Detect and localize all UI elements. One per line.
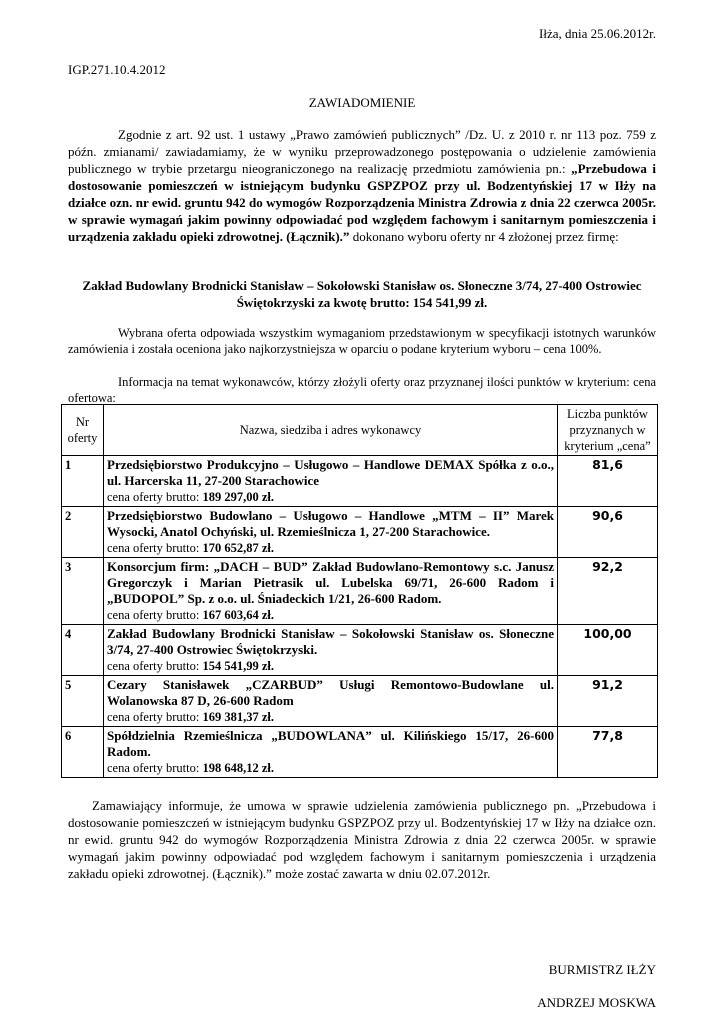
contractor-name: Spółdzielnia Rzemieślnicza „BUDOWLANA” ul. Kilińskiego 15/17, 26-600 Radom. xyxy=(107,728,554,759)
header-points: Liczba punktów przyznanych w kryterium „cena” xyxy=(558,405,658,456)
contractor-name: Konsorcjum firm: „DACH – BUD” Zakład Budowlano-Remontowy s.c. Janusz Gregorczyk i Marian Pietrasik ul. Lubelska 69/71, 26-600 Radom i „BUDOPOL” Sp. z o.o. ul. Śniadeckich 1/21, 26-600 Radom. xyxy=(107,559,554,606)
row-contractor xyxy=(104,456,558,507)
table-header-row xyxy=(62,405,658,456)
row-points: 81,6 xyxy=(558,456,658,507)
price-value: 167 603,64 zł. xyxy=(202,608,274,622)
price-value: 198 648,12 zł. xyxy=(202,761,274,775)
price-label: cena oferty brutto: xyxy=(107,761,203,775)
contractor-name: Cezary Stanisławek „CZARBUD” Usługi Remontowo-Budowlane ul. Wolanowska 87 D, 26-600 Radom xyxy=(107,677,554,708)
info-paragraph: Informacja na temat wykonawców, którzy złożyli oferty oraz przyznanej ilości punktów w kryterium: cena ofertowa: xyxy=(68,375,656,405)
row-contractor xyxy=(104,676,558,727)
table-row xyxy=(62,727,658,778)
price-label: cena oferty brutto: xyxy=(107,490,203,504)
row-points: 92,2 xyxy=(558,558,658,625)
winner-statement: Zakład Budowlany Brodnicki Stanisław – Sokołowski Stanisław os. Słoneczne 3/74, 27-400 Ostrowiec Świętokrzyski za kwotę brutto: 154 541,99 zł. xyxy=(82,278,642,310)
offers-table xyxy=(61,404,658,778)
row-nr: 1 xyxy=(62,456,104,507)
contractor-name: Przedsiębiorstwo Produkcyjno – Usługowo – Handlowe DEMAX Spółka z o.o., ul. Harcerska 11, 27-200 Starachowice xyxy=(107,457,554,488)
price-value: 169 381,37 zł. xyxy=(202,710,274,724)
row-contractor xyxy=(104,558,558,625)
price-label: cena oferty brutto: xyxy=(107,608,203,622)
document-title: ZAWIADOMIENIE xyxy=(308,95,416,110)
row-nr: 4 xyxy=(62,625,104,676)
row-nr: 3 xyxy=(62,558,104,625)
intro-paragraph xyxy=(68,126,656,245)
price-value: 154 541,99 zł. xyxy=(202,659,274,673)
closing-paragraph: Zamawiający informuje, że umowa w sprawie udzielenia zamówienia publicznego pn. „Przebudowa i dostosowanie pomieszczeń w istniejącym budynku GSPZPOZ przy ul. Bodzentyńskiej 17 w Iłży na działce ozn. nr ewid. gruntu 942 do wymogów Rozporządzenia Ministra Zdrowia z dnia 22 czerwca 2005r. w sprawie wymagań jakim powinny odpowiadać pod względem fachowym i sanitarnym pomieszczenia i urządzenia zakładu opieki zdrowotnej. (Łącznik).” może zostać zawarta w dniu 02.07.2012r. xyxy=(68,798,656,881)
reference-number: IGP.271.10.4.2012 xyxy=(68,62,166,77)
price-label: cena oferty brutto: xyxy=(107,541,203,555)
table-row xyxy=(62,507,658,558)
header-nr: Nr oferty xyxy=(62,405,104,456)
row-nr: 5 xyxy=(62,676,104,727)
table-row xyxy=(62,676,658,727)
signature-office: BURMISTRZ IŁŻY xyxy=(548,962,656,977)
row-points: 91,2 xyxy=(558,676,658,727)
table-row xyxy=(62,558,658,625)
intro-part1: Zgodnie z art. 92 ust. 1 ustawy „Prawo zamówień publicznych” /Dz. U. z 2010 r. nr 113 poz. 759 z późn. zmianami/ zawiadamiamy, że w wyniku przeprowadzonego postępowania o udzielenie zamówienia publicznego w trybie przetargu nieograniczonego na realizację przedmiotu zamówienia pn.: xyxy=(68,127,656,176)
place-date: Iłża, dnia 25.06.2012r. xyxy=(539,26,656,41)
row-nr: 6 xyxy=(62,727,104,778)
row-points: 90,6 xyxy=(558,507,658,558)
contractor-name: Zakład Budowlany Brodnicki Stanisław – Sokołowski Stanisław os. Słoneczne 3/74, 27-400 Ostrowiec Świętokrzyski. xyxy=(107,626,554,657)
table-row xyxy=(62,456,658,507)
signature-name: ANDRZEJ MOSKWA xyxy=(537,995,656,1010)
price-value: 170 652,87 zł. xyxy=(202,541,274,555)
price-label: cena oferty brutto: xyxy=(107,659,203,673)
row-contractor xyxy=(104,727,558,778)
table-row xyxy=(62,625,658,676)
price-label: cena oferty brutto: xyxy=(107,710,203,724)
justification-paragraph: Wybrana oferta odpowiada wszystkim wymaganiom przedstawionym w specyfikacji istotnych warunków zamówienia i została oceniona jako najkorzystniejsza w oparciu o podane kryterium wyboru – cena 100%. xyxy=(68,326,656,356)
row-contractor xyxy=(104,625,558,676)
row-nr: 2 xyxy=(62,507,104,558)
intro-subject: „Przebudowa i dostosowanie pomieszczeń w istniejącym budynku GSPZPOZ przy ul. Bodzentyńskiej 17 w Iłży na działce ozn. nr ewid. gruntu 942 do wymogów Rozporządzenia Ministra Zdrowia z dnia 22 czerwca 2005r. w sprawie wymagań jakim powinny odpowiadać pod względem fachowym i sanitarnym pomieszczenia i urządzenia zakładu opieki zdrowotnej. (Łącznik).” xyxy=(68,161,656,244)
row-points: 100,00 xyxy=(558,625,658,676)
intro-part2: dokonano wyboru oferty nr 4 złożonej przez firmę: xyxy=(349,229,619,244)
row-points: 77,8 xyxy=(558,727,658,778)
header-name: Nazwa, siedziba i adres wykonawcy xyxy=(104,405,558,456)
row-contractor xyxy=(104,507,558,558)
price-value: 189 297,00 zł. xyxy=(202,490,274,504)
contractor-name: Przedsiębiorstwo Budowlano – Usługowo – Handlowe „MTM – II” Marek Wysocki, Anatol Ochyński, ul. Rzemieślnicza 1, 27-200 Starachowice. xyxy=(107,508,554,539)
